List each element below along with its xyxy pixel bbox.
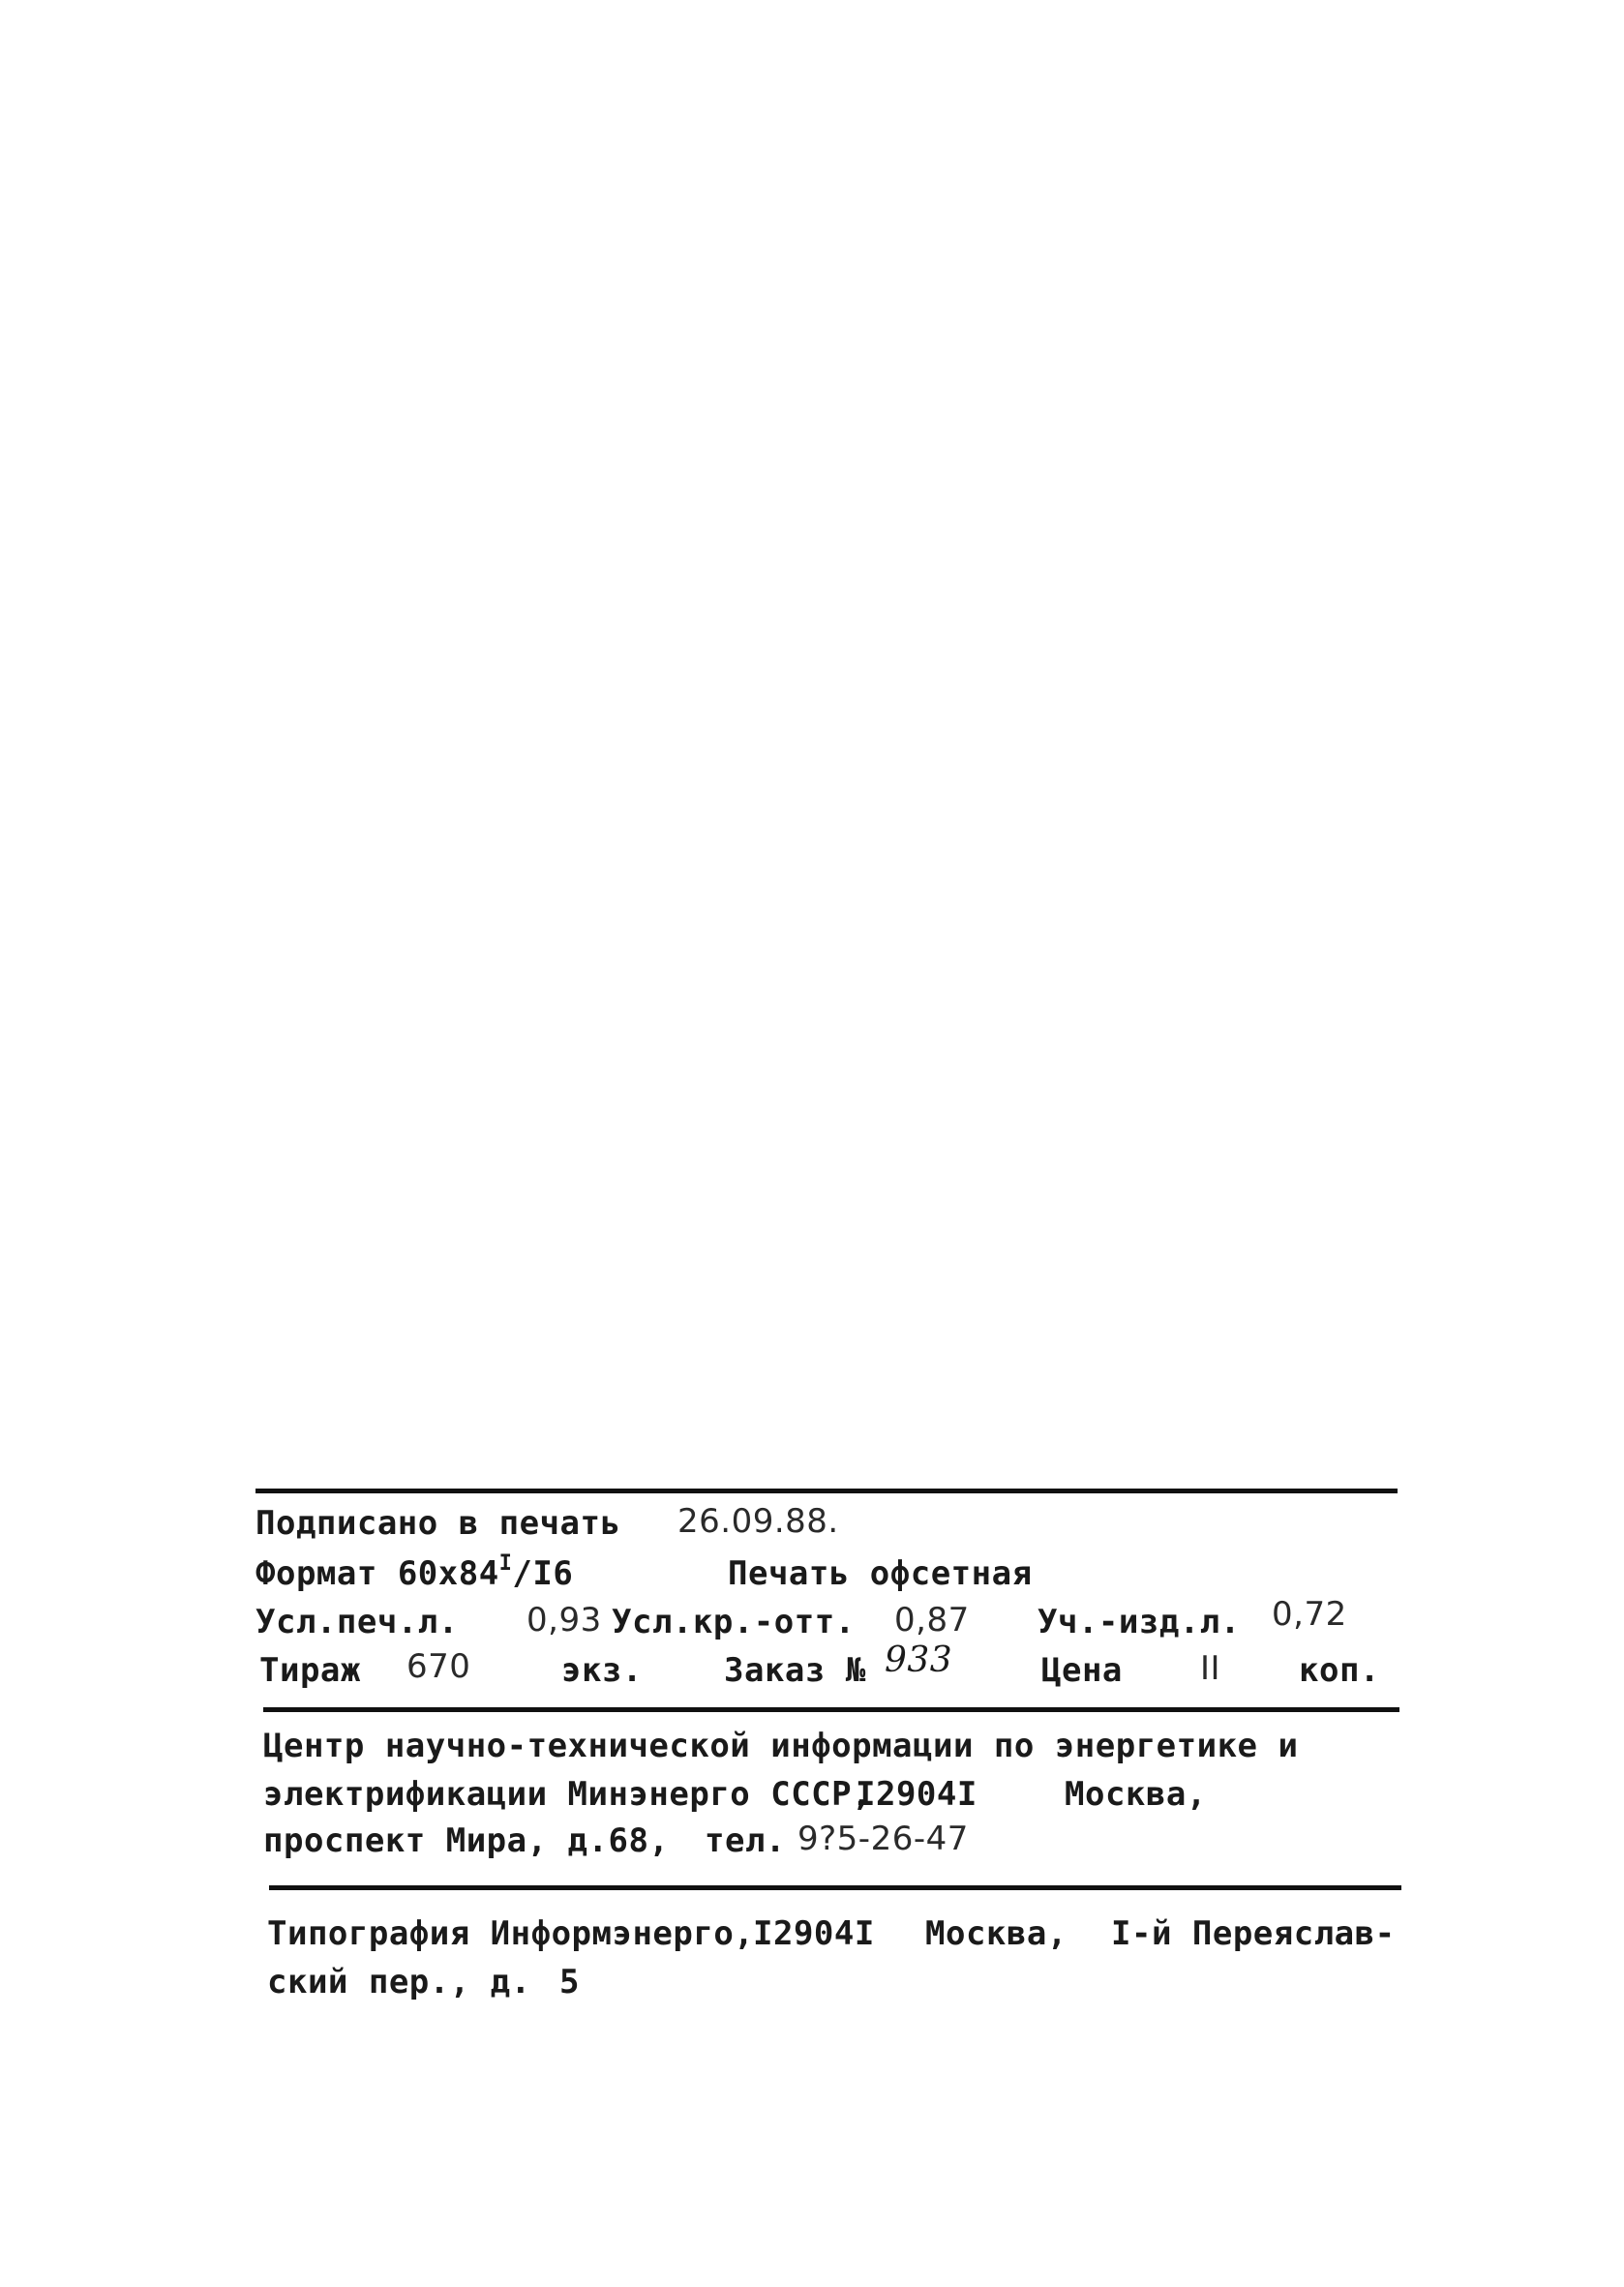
tsena-value: II [1200,1649,1221,1688]
format-line [256,1551,574,1593]
printer-index: I2904I [753,1914,875,1953]
format-label: Формат [256,1554,377,1593]
printer-line-2-text: ский пер., д. [267,1963,531,2001]
publisher-line-3: проспект Мира, д.68, [263,1821,670,1860]
publisher-city: Москва, [1065,1775,1207,1814]
top-rule [256,1489,1398,1493]
signed-date: 26.09.88. [677,1502,839,1541]
format-sup: I [498,1551,513,1576]
publisher-line-2 [263,1775,872,1814]
tirazh-value: 670 [406,1647,471,1686]
printer-line-2-num: 5 [559,1963,580,2001]
usl-kr-value: 0,87 [894,1601,970,1640]
publisher-tel-label: тел. [705,1821,786,1860]
signed-label: Подписано в печать [256,1504,621,1543]
format-suffix: /I6 [512,1554,574,1593]
middle-rule [263,1707,1399,1712]
usl-pech-label: Усл.печ.л. [256,1603,459,1641]
tirazh-label: Тираж [259,1651,361,1690]
publisher-tel-value: 9?5-26-47 [797,1820,969,1858]
kop-label: коп. [1299,1651,1380,1690]
bottom-rule [269,1885,1401,1890]
publisher-line-2-text: электрификации Минэнерго СССР, [263,1775,873,1814]
uch-izd-label: Уч.-изд.л. [1038,1603,1241,1641]
print-type: Печать офсетная [728,1554,1033,1593]
printer-city: Москва, [925,1914,1068,1953]
usl-pech-value: 0,93 [526,1601,602,1640]
uch-izd-value: 0,72 [1272,1595,1347,1634]
usl-kr-label: Усл.кр.-отт. [612,1603,856,1641]
publisher-line-1: Центр научно-технической информации по энергетике и [263,1727,1299,1765]
zakaz-label: Заказ № [724,1651,866,1690]
format-value: 60х84 [397,1554,499,1593]
ekz-label: экз. [561,1651,643,1690]
publisher-index: I2904I [856,1775,977,1814]
printer-line-1-text: Типография Информэнерго, [267,1914,755,1953]
printer-line-1-rest: I-й Переяслав- [1111,1914,1396,1953]
tsena-label: Цена [1041,1651,1123,1690]
zakaz-value: 933 [885,1640,953,1680]
